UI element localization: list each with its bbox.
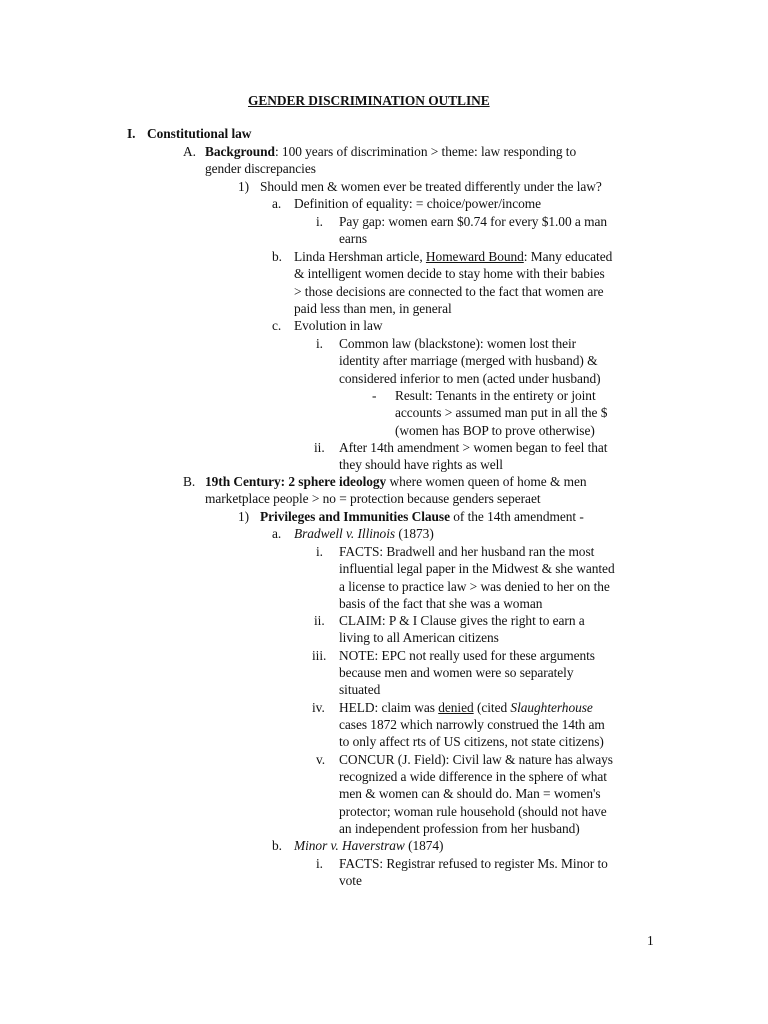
outline-text: marketplace people > no = protection because genders seperaet <box>205 491 541 506</box>
outline-text: Pay gap: women earn $0.74 for every $1.00 a man <box>339 214 607 229</box>
outline-text: influential legal paper in the Midwest & she wanted <box>339 561 615 576</box>
outline-marker: 1) <box>238 179 250 194</box>
outline-text: > those decisions are connected to the fact that women are <box>294 284 604 299</box>
outline-marker: i. <box>316 336 323 351</box>
outline-text: considered inferior to men (acted under husband) <box>339 371 601 386</box>
text-run: (1874) <box>404 838 444 853</box>
outline-text: CLAIM: P & I Clause gives the right to earn a <box>339 613 585 628</box>
outline-text: paid less than men, in general <box>294 301 452 316</box>
outline-text: earns <box>339 231 368 246</box>
outline-marker: a. <box>272 196 282 211</box>
outline-text: they should have rights as well <box>339 457 503 472</box>
outline-marker: c. <box>272 318 282 333</box>
outline-text: accounts > assumed man put in all the $ <box>395 405 608 420</box>
text-run: : 100 years of discrimination > theme: law responding to <box>274 144 577 159</box>
outline-marker: 1) <box>238 509 250 524</box>
outline-marker: B. <box>183 474 196 489</box>
outline-text <box>294 837 443 855</box>
case-name: Slaughterhouse <box>510 700 593 715</box>
outline-text: protector; woman rule household (should not have <box>339 804 607 819</box>
outline-text: NOTE: EPC not really used for these arguments <box>339 648 595 663</box>
outline-text: Definition of equality: = choice/power/income <box>294 196 542 211</box>
outline-text: identity after marriage (merged with husband) & <box>339 353 598 368</box>
outline-text <box>294 525 434 543</box>
outline-text: gender discrepancies <box>205 161 316 176</box>
outline-text: situated <box>339 682 381 697</box>
outline-text: Result: Tenants in the entirety or joint <box>395 388 596 403</box>
outline-text: CONCUR (J. Field): Civil law & nature has always <box>339 752 613 767</box>
outline-marker: iv. <box>312 700 325 715</box>
case-name: Bradwell v. Illinois <box>294 526 396 541</box>
text-run: of the 14th amendment - <box>449 509 584 524</box>
outline-marker: i. <box>316 214 323 229</box>
outline-marker: b. <box>272 249 282 264</box>
outline-text: FACTS: Bradwell and her husband ran the most <box>339 544 595 559</box>
outline-text: men & women can & should do. Man = women's <box>339 786 601 801</box>
outline-marker: i. <box>316 856 323 871</box>
bold-term: 19th Century: 2 sphere ideology <box>205 474 387 489</box>
outline-text: basis of the fact that she was a woman <box>339 596 543 611</box>
outline-text <box>260 508 584 526</box>
outline-marker: b. <box>272 838 282 853</box>
outline-marker: v. <box>316 752 326 767</box>
bold-term: Background <box>205 144 275 159</box>
held-outcome: denied <box>438 700 474 715</box>
outline-text: After 14th amendment > women began to feel that <box>339 440 608 455</box>
outline-text: a license to practice law > was denied to her on the <box>339 579 610 594</box>
outline-text <box>205 473 587 491</box>
article-title: Homeward Bound <box>425 249 524 264</box>
outline-text: FACTS: Registrar refused to register Ms. Minor to <box>339 856 608 871</box>
outline-text: & intelligent women decide to stay home with their babies <box>294 266 605 281</box>
text-run: where women queen of home & men <box>386 474 587 489</box>
outline-marker: ii. <box>314 613 325 628</box>
outline-text: Should men & women ever be treated differently under the law? <box>260 179 602 194</box>
outline-text <box>339 699 593 717</box>
section-heading: Constitutional law <box>147 126 252 141</box>
text-run: : Many educated <box>523 249 613 264</box>
outline-marker: - <box>372 388 377 403</box>
outline-text: because men and women were so separately <box>339 665 574 680</box>
outline-text: living to all American citizens <box>339 630 499 645</box>
case-name: Minor v. Haverstraw <box>294 838 405 853</box>
outline-text <box>294 248 612 266</box>
outline-text: vote <box>339 873 362 888</box>
bold-term: Privileges and Immunities Clause <box>260 509 450 524</box>
outline-marker: A. <box>183 144 196 159</box>
outline-marker: iii. <box>312 648 327 663</box>
text-run: (1873) <box>395 526 434 541</box>
outline-marker: a. <box>272 526 282 541</box>
outline-text: recognized a wide difference in the sphere of what <box>339 769 607 784</box>
text-run: Linda Hershman article, <box>294 249 426 264</box>
outline-marker: i. <box>316 544 323 559</box>
outline-text: (women has BOP to prove otherwise) <box>395 423 595 438</box>
page-title: GENDER DISCRIMINATION OUTLINE <box>248 93 490 108</box>
text-run: (cited <box>473 700 511 715</box>
outline-text: to only affect rts of US citizens, not state citizens) <box>339 734 604 749</box>
page-number: 1 <box>647 933 654 948</box>
outline-text: Common law (blackstone): women lost their <box>339 336 577 351</box>
outline-text: an independent profession from her husband) <box>339 821 580 836</box>
outline-marker: ii. <box>314 440 325 455</box>
text-run: HELD: claim was <box>339 700 439 715</box>
section-marker: I. <box>127 126 136 141</box>
outline-text: Evolution in law <box>294 318 383 333</box>
outline-text: cases 1872 which narrowly construed the 14th am <box>339 717 605 732</box>
outline-text <box>205 143 576 161</box>
